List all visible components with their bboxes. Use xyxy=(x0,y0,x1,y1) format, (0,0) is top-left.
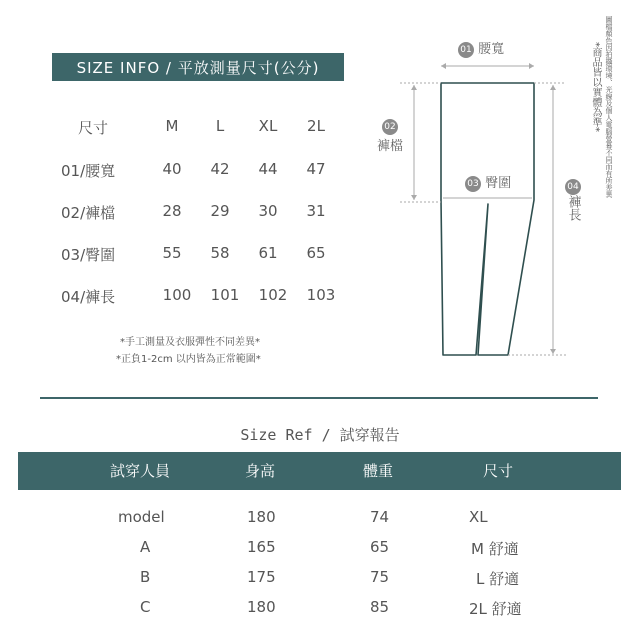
cell: 65 xyxy=(306,244,326,262)
cell: 44 xyxy=(258,160,278,178)
number-badge: 03 xyxy=(465,176,481,192)
cell: 55 xyxy=(162,244,182,262)
row-label-rise: 02/褲檔 xyxy=(61,204,116,222)
size-header-m: M xyxy=(165,117,179,135)
person-cell: B xyxy=(140,568,151,586)
header-weight: 體重 xyxy=(362,462,393,480)
size-header-2l: 2L xyxy=(307,117,325,135)
height-cell: 175 xyxy=(247,568,276,586)
header-person: 試穿人員 xyxy=(109,462,170,480)
size-cell: 2L 舒適 xyxy=(469,600,522,618)
cell: 100 xyxy=(162,286,192,304)
number-badge: 02 xyxy=(382,119,398,135)
cell: 58 xyxy=(210,244,230,262)
size-ref-title: Size Ref / 試穿報告 xyxy=(240,426,400,444)
row-label-length: 04/褲長 xyxy=(61,288,116,306)
cell: 103 xyxy=(306,286,336,304)
section-divider xyxy=(40,397,598,399)
size-ref-header xyxy=(18,452,621,490)
rise-label: 02 褲檔 xyxy=(374,119,406,154)
row-label-waist: 01/腰寬 xyxy=(61,162,116,180)
number-badge: 01 xyxy=(458,42,474,58)
size-header-label: 尺寸 xyxy=(78,119,109,137)
pants-outline xyxy=(441,83,534,355)
weight-cell: 75 xyxy=(370,568,390,586)
weight-cell: 85 xyxy=(370,598,390,616)
row-label-hip: 03/臀圍 xyxy=(61,246,116,264)
size-header-xl: XL xyxy=(258,117,278,135)
cell: 47 xyxy=(306,160,326,178)
person-cell: C xyxy=(140,598,151,616)
cell: 42 xyxy=(210,160,230,178)
number-badge: 04 xyxy=(565,179,581,195)
cell: 28 xyxy=(162,202,182,220)
cell: 101 xyxy=(210,286,240,304)
cell: 29 xyxy=(210,202,230,220)
cell: 30 xyxy=(258,202,278,220)
height-cell: 165 xyxy=(247,538,276,556)
side-note-small: 圖檔顏色因拍攝環境、光線及個人電腦螢幕不同而有所差異 xyxy=(605,16,613,198)
cell: 61 xyxy=(258,244,278,262)
header-height: 身高 xyxy=(244,462,275,480)
note-measurement: *手工測量及衣服彈性不同差異* xyxy=(120,337,260,348)
cell: 31 xyxy=(306,202,326,220)
size-cell: M 舒適 xyxy=(471,540,519,558)
side-note-big: *商品皆以實體為準* xyxy=(590,42,601,132)
weight-cell: 65 xyxy=(370,538,390,556)
size-header-l: L xyxy=(215,117,225,135)
size-cell: XL xyxy=(469,508,488,526)
length-label: 04 褲長 xyxy=(563,179,583,225)
cell: 102 xyxy=(258,286,288,304)
waist-label: 01 腰寬 xyxy=(458,38,504,58)
size-info-title: SIZE INFO / 平放測量尺寸(公分) xyxy=(52,53,344,81)
header-size: 尺寸 xyxy=(482,462,513,480)
person-cell: A xyxy=(140,538,151,556)
height-cell: 180 xyxy=(247,508,276,526)
note-tolerance: *正負1-2cm 以内皆為正常範圍* xyxy=(116,354,261,365)
cell: 40 xyxy=(162,160,182,178)
size-cell: L 舒適 xyxy=(476,570,520,588)
hip-label: 03 臀圍 xyxy=(463,172,513,192)
person-cell: model xyxy=(118,508,165,526)
weight-cell: 74 xyxy=(370,508,390,526)
height-cell: 180 xyxy=(247,598,276,616)
